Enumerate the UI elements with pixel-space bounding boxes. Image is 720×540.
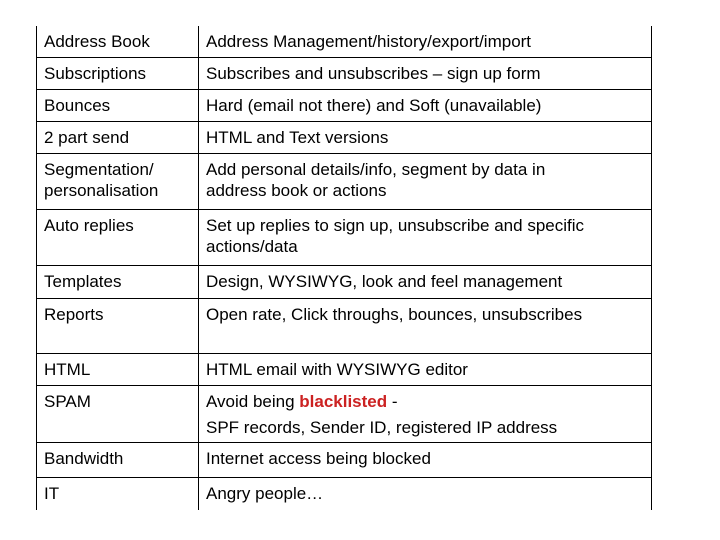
highlighted-text: blacklisted bbox=[299, 392, 388, 411]
description-cell: Internet access being blocked bbox=[206, 449, 431, 468]
feature-cell: SPAM bbox=[44, 392, 91, 411]
description-line: actions/data bbox=[206, 237, 298, 256]
feature-cell: Address Book bbox=[44, 32, 150, 51]
feature-line: Segmentation/ bbox=[44, 160, 154, 179]
table-row bbox=[36, 154, 652, 209]
feature-cell: Subscriptions bbox=[44, 64, 147, 83]
table-row bbox=[36, 478, 652, 510]
description-cell: Subscribes and unsubscribes – sign up form bbox=[206, 64, 541, 83]
description-line: address book or actions bbox=[206, 181, 387, 200]
table-row bbox=[36, 122, 652, 153]
feature-cell: Reports bbox=[44, 305, 104, 324]
description-cell: HTML email with WYSIWYG editor bbox=[206, 360, 468, 379]
description-line: Add personal details/info, segment by data in bbox=[206, 160, 546, 179]
table-row bbox=[36, 443, 652, 477]
description-line: Set up replies to sign up, unsubscribe and specific bbox=[206, 216, 585, 235]
description-cell bbox=[206, 391, 557, 438]
description-cell: Angry people… bbox=[206, 484, 324, 503]
feature-cell: Auto replies bbox=[44, 216, 134, 235]
feature-cell: 2 part send bbox=[44, 128, 130, 147]
description-line: SPF records, Sender ID, registered IP address bbox=[206, 418, 558, 437]
features-table bbox=[36, 26, 652, 510]
description-text: - bbox=[387, 392, 398, 411]
description-cell: Address Management/history/export/import bbox=[206, 32, 532, 51]
description-cell: Open rate, Click throughs, bounces, unsubscribes bbox=[206, 305, 583, 324]
description-cell bbox=[206, 215, 584, 257]
table-row bbox=[36, 58, 652, 89]
description-cell bbox=[206, 159, 545, 201]
description-text: Avoid being bbox=[206, 392, 300, 411]
feature-cell bbox=[44, 159, 158, 201]
description-cell: Hard (email not there) and Soft (unavailable) bbox=[206, 96, 542, 115]
description-line bbox=[206, 391, 557, 412]
table-row bbox=[36, 210, 652, 265]
description-cell: Design, WYSIWYG, look and feel management bbox=[206, 272, 563, 291]
table-row bbox=[36, 266, 652, 298]
table-row bbox=[36, 299, 652, 353]
description-cell: HTML and Text versions bbox=[206, 128, 389, 147]
feature-cell: HTML bbox=[44, 360, 91, 379]
table-row bbox=[36, 386, 652, 442]
feature-line: personalisation bbox=[44, 181, 159, 200]
table-row bbox=[36, 354, 652, 385]
feature-cell: IT bbox=[44, 484, 60, 503]
feature-cell: Bounces bbox=[44, 96, 111, 115]
feature-cell: Bandwidth bbox=[44, 449, 124, 468]
table-row bbox=[36, 90, 652, 121]
feature-cell: Templates bbox=[44, 272, 122, 291]
table-row bbox=[36, 26, 652, 57]
